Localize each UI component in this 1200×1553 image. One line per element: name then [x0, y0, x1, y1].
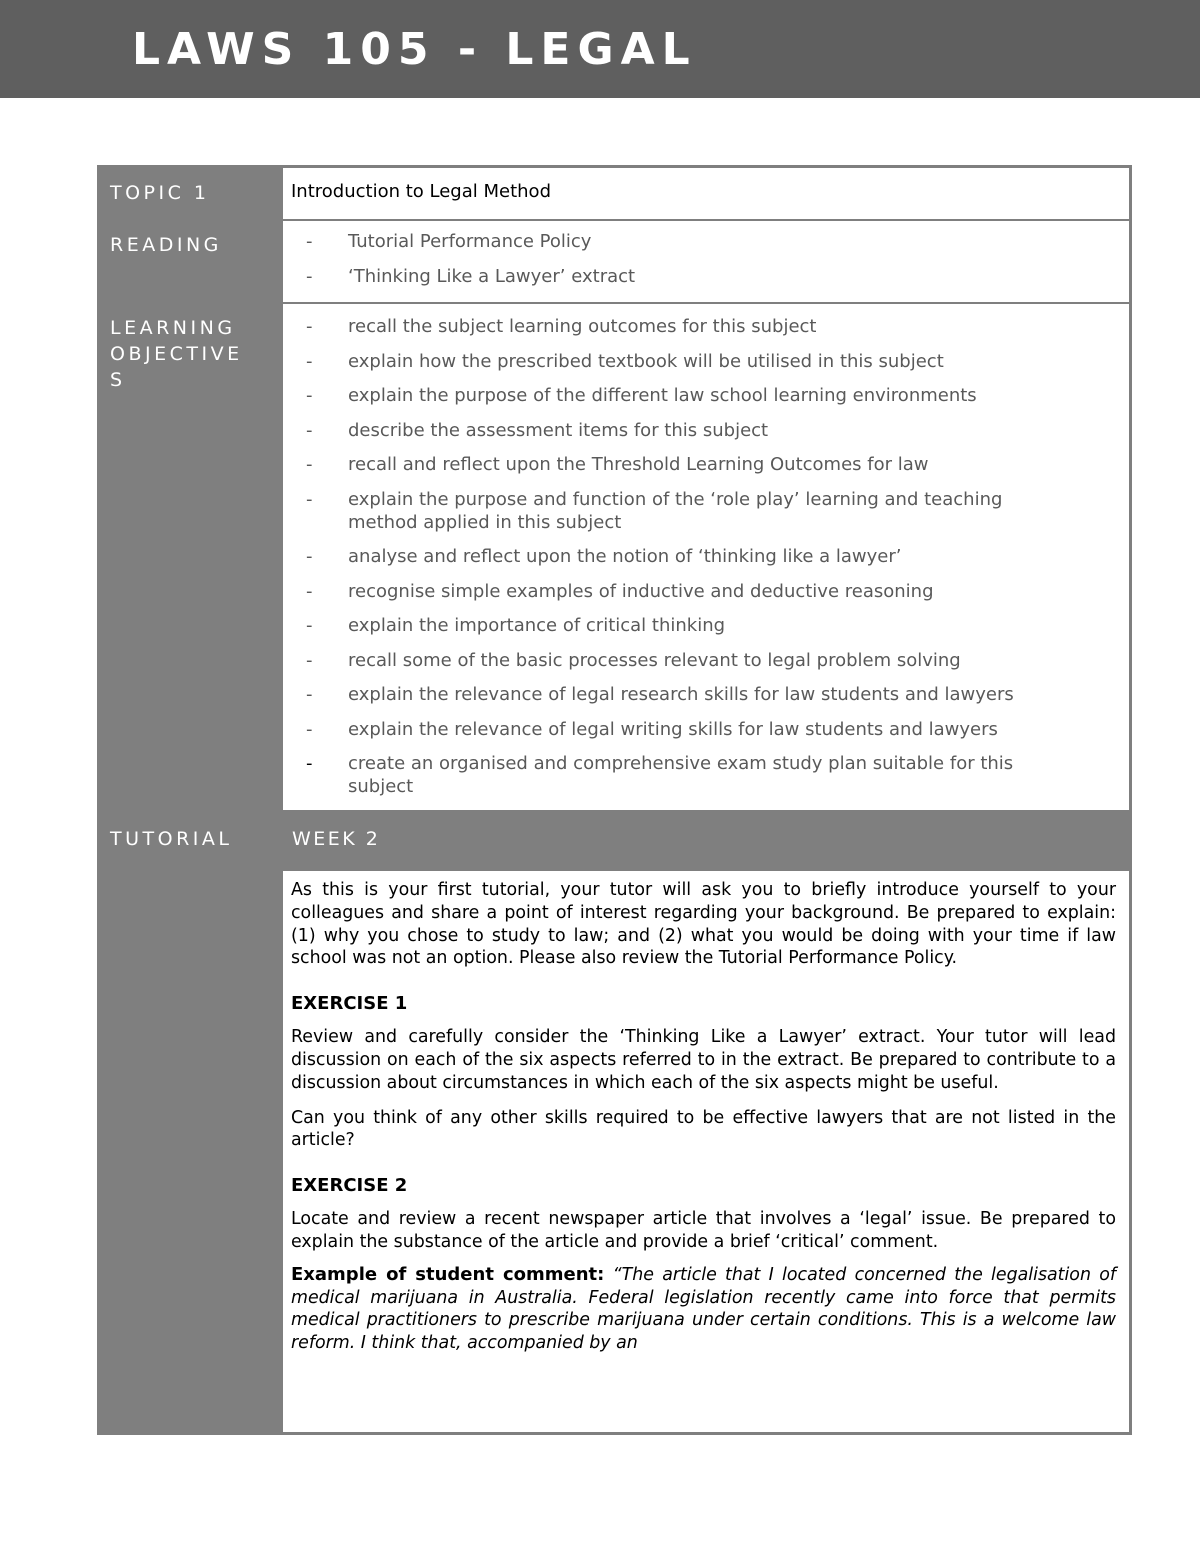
- tutorial-intro: As this is your first tutorial, your tutor will ask you to briefly introduce yourself to your colleagues and share a point of interest regarding your background. Be prepared to explain: (1) why you chose to study to law; and (2) what you would be doing with your time if law school was not an option. Please also review the Tutorial Performance Policy.: [291, 880, 1116, 969]
- objective-text: analyse and reflect upon the notion of ‘thinking like a lawyer’: [348, 546, 902, 567]
- reading-label: READING: [110, 234, 222, 256]
- objective-text: recognise simple examples of inductive and deductive reasoning: [348, 580, 934, 602]
- week-band: [283, 813, 1132, 869]
- example-comment: [291, 1264, 1116, 1355]
- tutorial-cell: [283, 871, 1129, 1432]
- list-item: [283, 265, 1129, 288]
- objectives-label-line: LEARNING: [110, 317, 236, 339]
- objective-text: explain how the prescribed textbook will be utilised in this subject: [348, 350, 944, 372]
- list-item: [283, 718, 1129, 741]
- dash-bullet: -: [306, 580, 313, 602]
- dash-bullet: -: [306, 454, 313, 475]
- reading-list: [283, 230, 1129, 288]
- dash-bullet: -: [306, 350, 313, 372]
- objective-text: explain the relevance of legal writing skills for law students and lawyers: [348, 718, 998, 740]
- list-item: [283, 752, 1129, 798]
- list-item: [283, 683, 1129, 706]
- exercise-2-heading: EXERCISE 2: [291, 1175, 408, 1197]
- reading-cell: [283, 221, 1129, 302]
- dash-bullet: -: [306, 615, 313, 636]
- exercise-1-heading: EXERCISE 1: [291, 993, 408, 1015]
- header-band: [0, 0, 1200, 98]
- objective-text: create an organised and comprehensive exam study plan suitable for this subject: [348, 753, 1014, 797]
- document-title: LAWS 105 - LEGAL: [132, 24, 697, 75]
- tutorial-label: TUTORIAL: [110, 828, 233, 850]
- example-text: “The article that I located concerned the legalisation of medical marijuana in Australia. Federal legislation recently came into force that permits medical practitioners to prescribe marijuana under certain conditions. This is a welcome law reform. I think that, accompanied by an: [291, 1264, 1117, 1354]
- dash-bullet: -: [306, 649, 313, 671]
- list-item: [283, 649, 1129, 672]
- list-item: [283, 315, 1129, 338]
- objectives-label: [110, 315, 243, 393]
- objectives-list: [283, 315, 1129, 798]
- dash-bullet: -: [306, 488, 313, 510]
- dash-bullet: -: [306, 266, 313, 287]
- objective-text: recall and reflect upon the Threshold Learning Outcomes for law: [348, 454, 929, 475]
- objective-text: recall the subject learning outcomes for this subject: [348, 316, 817, 337]
- dash-bullet: -: [306, 546, 313, 567]
- objective-text: recall some of the basic processes relevant to legal problem solving: [348, 649, 961, 671]
- objective-text: explain the purpose and function of the ‘role play’ learning and teaching method applied in this subject: [348, 488, 1003, 533]
- list-item: [283, 453, 1129, 476]
- dash-bullet: -: [306, 419, 313, 441]
- objective-text: explain the importance of critical thinking: [348, 615, 726, 636]
- list-item: [283, 580, 1129, 603]
- topic-label: TOPIC 1: [110, 182, 210, 204]
- list-item: [283, 230, 1129, 253]
- objective-text: explain the relevance of legal research skills for law students and lawyers: [348, 684, 1014, 705]
- topic-value: Introduction to Legal Method: [291, 181, 551, 202]
- list-item: [283, 545, 1129, 568]
- week-label: WEEK 2: [292, 828, 381, 850]
- objective-text: describe the assessment items for this subject: [348, 419, 769, 441]
- exercise-2-paragraph: Locate and review a recent newspaper article that involves a ‘legal’ issue. Be prepared to explain the substance of the article and provide a brief ‘critical’ comment.: [291, 1209, 1116, 1252]
- dash-bullet: -: [306, 231, 313, 252]
- list-item: [283, 384, 1129, 407]
- objectives-cell: [283, 304, 1129, 810]
- list-item: [283, 419, 1129, 442]
- list-item: [283, 614, 1129, 637]
- list-item: [283, 488, 1129, 534]
- topic-cell: [283, 168, 1129, 219]
- dash-bullet: -: [306, 385, 313, 406]
- dash-bullet: -: [306, 718, 313, 740]
- reading-item-text: ‘Thinking Like a Lawyer’ extract: [348, 266, 636, 287]
- exercise-1-question: Can you think of any other skills required to be effective lawyers that are not listed in the article?: [291, 1107, 1116, 1151]
- exercise-1-paragraph: Review and carefully consider the ‘Thinking Like a Lawyer’ extract. Your tutor will lead discussion on each of the six aspects referred to in the extract. Be prepared to contribute to a discussion about circumstances in which each of the six aspects might be useful.: [291, 1027, 1116, 1093]
- reading-item-text: Tutorial Performance Policy: [348, 231, 592, 252]
- dash-bullet: -: [306, 753, 313, 774]
- objective-text: explain the purpose of the different law school learning environments: [348, 385, 977, 406]
- list-item: [283, 350, 1129, 373]
- dash-bullet: -: [306, 316, 313, 337]
- objectives-label-line: S: [110, 369, 126, 391]
- objectives-label-line: OBJECTIVE: [110, 343, 243, 365]
- dash-bullet: -: [306, 684, 313, 705]
- example-label: Example of student comment:: [291, 1263, 605, 1285]
- topic-table: [97, 165, 1132, 1435]
